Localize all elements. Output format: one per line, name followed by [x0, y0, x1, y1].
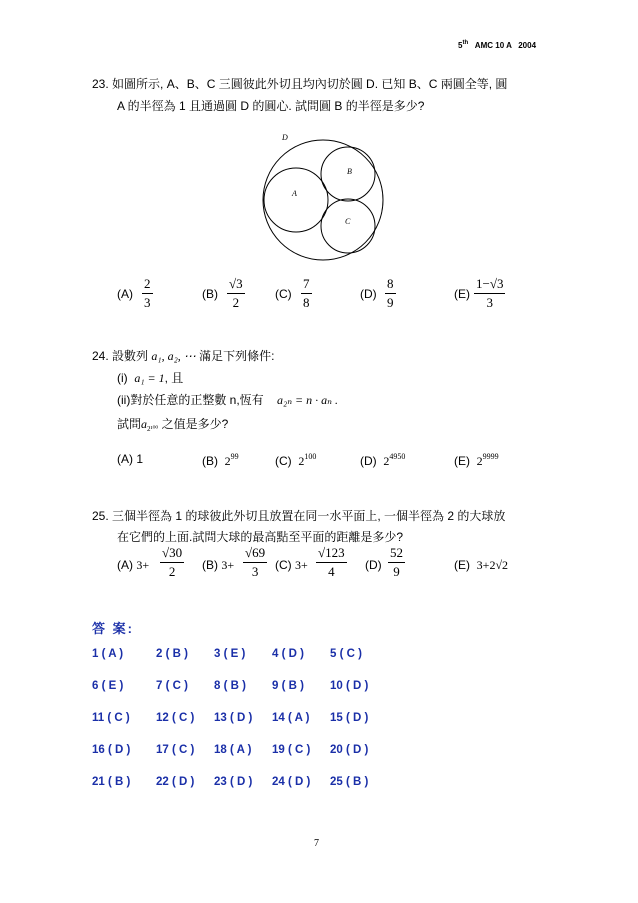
circle-c: [321, 199, 375, 253]
q23-circle-diagram: [250, 128, 400, 268]
answer-item: 23 ( D ): [214, 776, 253, 788]
q23-choice-a-frac: 2 3: [144, 276, 151, 310]
answer-item: 6 ( E ): [92, 680, 124, 692]
q23-line1: [92, 76, 507, 92]
q25-choice-b-label: (B) 3+: [202, 558, 235, 572]
answer-item: 1 ( A ): [92, 648, 124, 660]
label-c: C: [345, 217, 351, 226]
q24-number: 24.: [92, 349, 109, 363]
q23-text1: 如圖所示, A、B、C 三圓彼此外切且均內切於圓 D. 已知 B、C 兩圓全等, 圓: [112, 77, 508, 91]
answer-item: 8 ( B ): [214, 680, 246, 692]
edition: 5: [458, 41, 463, 50]
q25-choice-a-label: (A) 3+: [117, 558, 150, 572]
answer-item: 13 ( D ): [214, 712, 253, 724]
q23-choice-b-label: (B): [202, 287, 218, 301]
q25-line2: 在它們的上面.試問大球的最高點至平面的距離是多少?: [117, 530, 404, 544]
q25-choice-b-frac: √69 3: [245, 545, 266, 579]
q25-choice-d-frac: 52 9: [390, 545, 403, 579]
q25-line1: 25. 三個半徑為 1 的球彼此外切且放置在同一水平面上, 一個半徑為 2 的大球放: [92, 509, 506, 523]
answer-item: 14 ( A ): [272, 712, 310, 724]
q23-choice-c-label: (C): [275, 287, 292, 301]
label-b: B: [347, 167, 352, 176]
answer-item: 2 ( B ): [156, 648, 188, 660]
q23-choice-e-label: (E): [454, 287, 470, 301]
contest-year: 2004: [518, 41, 537, 50]
answer-item: 19 ( C ): [272, 744, 311, 756]
q25-choice-a-frac: √30 2: [162, 545, 183, 579]
answer-item: 11 ( C ): [92, 712, 130, 724]
answer-item: 4 ( D ): [272, 648, 304, 660]
answers-title: 答 案:: [92, 621, 134, 636]
answer-item: 17 ( C ): [156, 744, 195, 756]
q24-choice-a: (A) 1: [117, 452, 144, 466]
q24-sequence: a₁, a₂, ⋯: [151, 349, 196, 363]
q23-choice-d-frac: 8 9: [387, 276, 394, 310]
answer-item: 15 ( D ): [330, 712, 369, 724]
q24-ask: 試問$a_{2^{100}}$ 之值是多少?: [117, 417, 229, 433]
page-header: [458, 40, 536, 50]
answer-item: 24 ( D ): [272, 776, 311, 788]
q24-choice-d: (D) $2^{4950}$: [360, 452, 406, 468]
label-a: A: [292, 189, 297, 198]
q23-choice-b-frac: √3 2: [229, 276, 243, 310]
answer-item: 16 ( D ): [92, 744, 131, 756]
q24-cond2: (ii)對於任意的正整數 n,恆有 a₂ₙ = n · aₙ .: [117, 393, 339, 407]
contest-name: AMC 10 A: [474, 41, 512, 50]
answer-item: 12 ( C ): [156, 712, 195, 724]
q24-line1: 24. 設數列 a₁, a₂, ⋯ 滿足下列條件:: [92, 349, 275, 363]
q24-cond1: (i) a₁ = 1, 且: [117, 371, 184, 385]
answer-item: 21 ( B ): [92, 776, 131, 788]
q23-choice-e-frac: 1−√3 3: [476, 276, 504, 310]
label-d: D: [282, 133, 288, 142]
circle-a: [264, 168, 328, 232]
answer-item: 18 ( A ): [214, 744, 252, 756]
q25-choice-e: (E) 3+2√2: [454, 558, 509, 572]
page-number: 7: [314, 838, 319, 849]
q23-number: 23.: [92, 77, 109, 91]
answer-item: 3 ( E ): [214, 648, 246, 660]
answer-item: 9 ( B ): [272, 680, 304, 692]
circle-d: [263, 140, 383, 260]
q23-choice-d-label: (D): [360, 287, 377, 301]
q23-line2: A 的半徑為 1 且通過圓 D 的圓心. 試問圓 B 的半徑是多少?: [117, 99, 425, 113]
q24-choice-c: (C) $2^{100}$: [275, 452, 317, 468]
q25-choice-d-label: (D): [365, 558, 382, 572]
answer-item: 25 ( B ): [330, 776, 369, 788]
answer-item: 5 ( C ): [330, 648, 362, 660]
q25-choice-c-frac: √123 4: [318, 545, 345, 579]
q25-choice-c-label: (C) 3+: [275, 558, 308, 572]
answer-item: 20 ( D ): [330, 744, 369, 756]
q23-choice-a-label: (A): [117, 287, 133, 301]
edition-sup: th: [462, 40, 469, 46]
q24-choice-b: (B) $2^{99}$: [202, 452, 239, 468]
q25-number: 25.: [92, 509, 109, 523]
answer-item: 22 ( D ): [156, 776, 195, 788]
answer-item: 7 ( C ): [156, 680, 188, 692]
answer-item: 10 ( D ): [330, 680, 369, 692]
q24-choice-e: (E) $2^{9999}$: [454, 452, 499, 468]
q23-choice-c-frac: 7 8: [303, 276, 310, 310]
